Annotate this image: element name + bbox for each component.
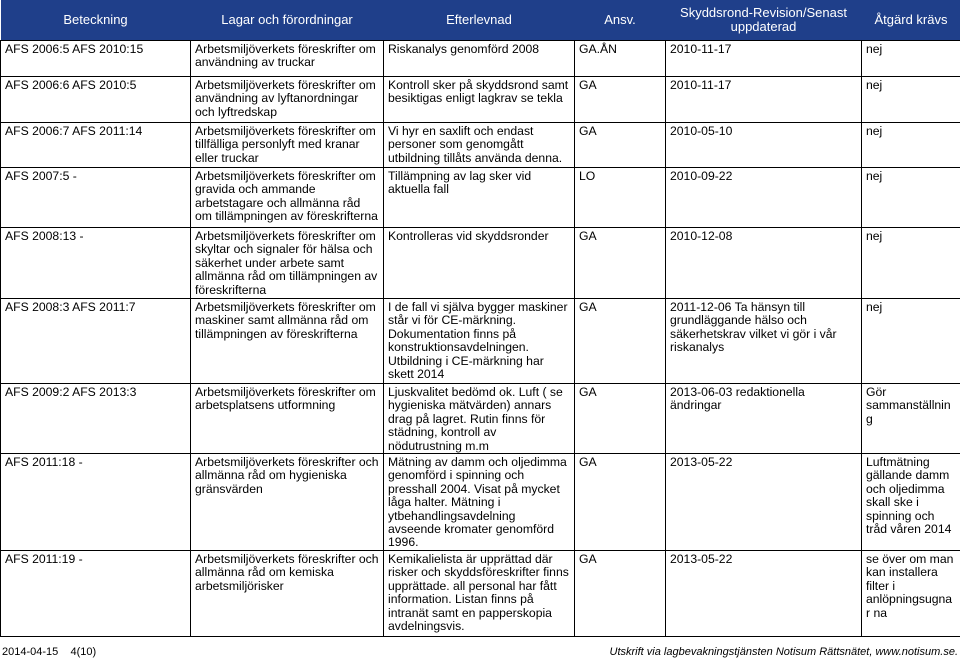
cell-atgard: nej (862, 41, 960, 77)
table-row (1, 168, 960, 228)
cell-atgard: Gör sammanställning (862, 384, 960, 454)
footer-date-page (2, 643, 96, 662)
cell-beteckning: AFS 2006:6 AFS 2010:5 (1, 77, 191, 123)
cell-ansvarig: GA.ÅN (575, 41, 666, 77)
cell-ansvarig: GA (575, 384, 666, 454)
cell-beteckning: AFS 2008:3 AFS 2011:7 (1, 299, 191, 384)
table-row (1, 228, 960, 299)
cell-lag: Arbetsmiljöverkets föreskrifter om arbetsplatsens utformning (191, 384, 384, 454)
cell-ansvarig: GA (575, 228, 666, 299)
cell-datum: 2010-11-17 (666, 77, 862, 123)
header-lagar: Lagar och förordningar (191, 0, 384, 41)
header-atgard: Åtgärd krävs (862, 0, 960, 41)
cell-efterlevnad: Mätning av damm och oljedimma genomförd i spinning och presshall 2004. Visat på mycket låga halter. Mätning i ytbehandlingsavdelning avseende kromater genomförd 1996. (384, 454, 575, 551)
cell-beteckning: AFS 2007:5 - (1, 168, 191, 228)
table-row (1, 299, 960, 384)
cell-datum: 2011-12-06 Ta hänsyn till grundläggande hälso och säkerhetskrav vilket vi gör i vår riskanalys (666, 299, 862, 384)
cell-beteckning: AFS 2008:13 - (1, 228, 191, 299)
table-row (1, 384, 960, 454)
cell-ansvarig: GA (575, 454, 666, 551)
cell-atgard: Luftmätning gällande damm och oljedimma skall ske i spinning och tråd våren 2014 (862, 454, 960, 551)
table-row (1, 77, 960, 123)
header-ansvarig: Ansv. (575, 0, 666, 41)
header-efterlevnad: Efterlevnad (384, 0, 575, 41)
cell-atgard: nej (862, 299, 960, 384)
cell-lag: Arbetsmiljöverkets föreskrifter om maskiner samt allmänna råd om tillämpningen av föreskrifterna (191, 299, 384, 384)
cell-datum: 2013-06-03 redaktionella ändringar (666, 384, 862, 454)
cell-datum: 2013-05-22 (666, 454, 862, 551)
cell-atgard: se över om man kan installera filter i anlöpningsugnar na (862, 550, 960, 636)
cell-beteckning: AFS 2009:2 AFS 2013:3 (1, 384, 191, 454)
cell-efterlevnad: Riskanalys genomförd 2008 (384, 41, 575, 77)
table-row (1, 41, 960, 77)
cell-lag: Arbetsmiljöverkets föreskrifter om användning av lyftanordningar och lyftredskap (191, 77, 384, 123)
header-skyddsrond: Skyddsrond-Revision/Senast uppdaterad (666, 0, 862, 41)
cell-ansvarig: GA (575, 123, 666, 168)
cell-datum: 2013-05-22 (666, 550, 862, 636)
cell-datum: 2010-12-08 (666, 228, 862, 299)
cell-datum: 2010-05-10 (666, 123, 862, 168)
cell-efterlevnad: Kemikalielista är upprättad där risker och skyddsföreskrifter finns upprättade. all personal har fått information. Listan finns på intranät samt en papperskopia avdelningsvis. (384, 550, 575, 636)
cell-beteckning: AFS 2006:7 AFS 2011:14 (1, 123, 191, 168)
cell-efterlevnad: Vi hyr en saxlift och endast personer som genomgått utbildning tillåts använda denna. (384, 123, 575, 168)
cell-lag: Arbetsmiljöverkets föreskrifter om skyltar och signaler för hälsa och säkerhet under arbete samt allmänna råd om tillämpningen av föreskrifterna (191, 228, 384, 299)
cell-datum: 2010-11-17 (666, 41, 862, 77)
cell-beteckning: AFS 2011:19 - (1, 550, 191, 636)
table-row (1, 550, 960, 636)
cell-beteckning: AFS 2011:18 - (1, 454, 191, 551)
cell-atgard: nej (862, 77, 960, 123)
cell-beteckning: AFS 2006:5 AFS 2010:15 (1, 41, 191, 77)
header-beteckning: Beteckning (1, 0, 191, 41)
cell-atgard: nej (862, 228, 960, 299)
cell-lag: Arbetsmiljöverkets föreskrifter och allmänna råd om hygieniska gränsvärden (191, 454, 384, 551)
cell-atgard: nej (862, 168, 960, 228)
cell-ansvarig: GA (575, 299, 666, 384)
cell-efterlevnad: I de fall vi själva bygger maskiner står vi för CE-märkning. Dokumentation finns på konstruktionsavdelningen. Utbildning i CE-märkning har skett 2014 (384, 299, 575, 384)
cell-efterlevnad: Ljuskvalitet bedömd ok. Luft ( se hygieniska mätvärden) annars drag på lagret. Rutin finns för städning, kontroll av nödutrustning m.m (384, 384, 575, 454)
cell-lag: Arbetsmiljöverkets föreskrifter om tillfälliga personlyft med kranar eller truckar (191, 123, 384, 168)
cell-ansvarig: GA (575, 77, 666, 123)
footer-page-number: 4(10) (71, 646, 97, 658)
cell-efterlevnad: Tillämpning av lag sker vid aktuella fall (384, 168, 575, 228)
footer-date: 2014-04-15 (2, 646, 58, 658)
table-row (1, 123, 960, 168)
table-row (1, 454, 960, 551)
cell-datum: 2010-09-22 (666, 168, 862, 228)
cell-lag: Arbetsmiljöverkets föreskrifter om användning av truckar (191, 41, 384, 77)
footer-source: Utskrift via lagbevakningstjänsten Notisum Rättsnätet, www.notisum.se. (610, 643, 958, 662)
cell-lag: Arbetsmiljöverkets föreskrifter om gravida och ammande arbetstagare och allmänna råd om tillämpningen av föreskrifterna (191, 168, 384, 228)
cell-atgard: nej (862, 123, 960, 168)
cell-ansvarig: LO (575, 168, 666, 228)
cell-efterlevnad: Kontroll sker på skyddsrond samt besiktigas enligt lagkrav se tekla (384, 77, 575, 123)
cell-ansvarig: GA (575, 550, 666, 636)
page-footer (0, 642, 960, 661)
cell-lag: Arbetsmiljöverkets föreskrifter och allmänna råd om kemiska arbetsmiljörisker (191, 550, 384, 636)
cell-efterlevnad: Kontrolleras vid skyddsronder (384, 228, 575, 299)
header-row (1, 0, 960, 41)
